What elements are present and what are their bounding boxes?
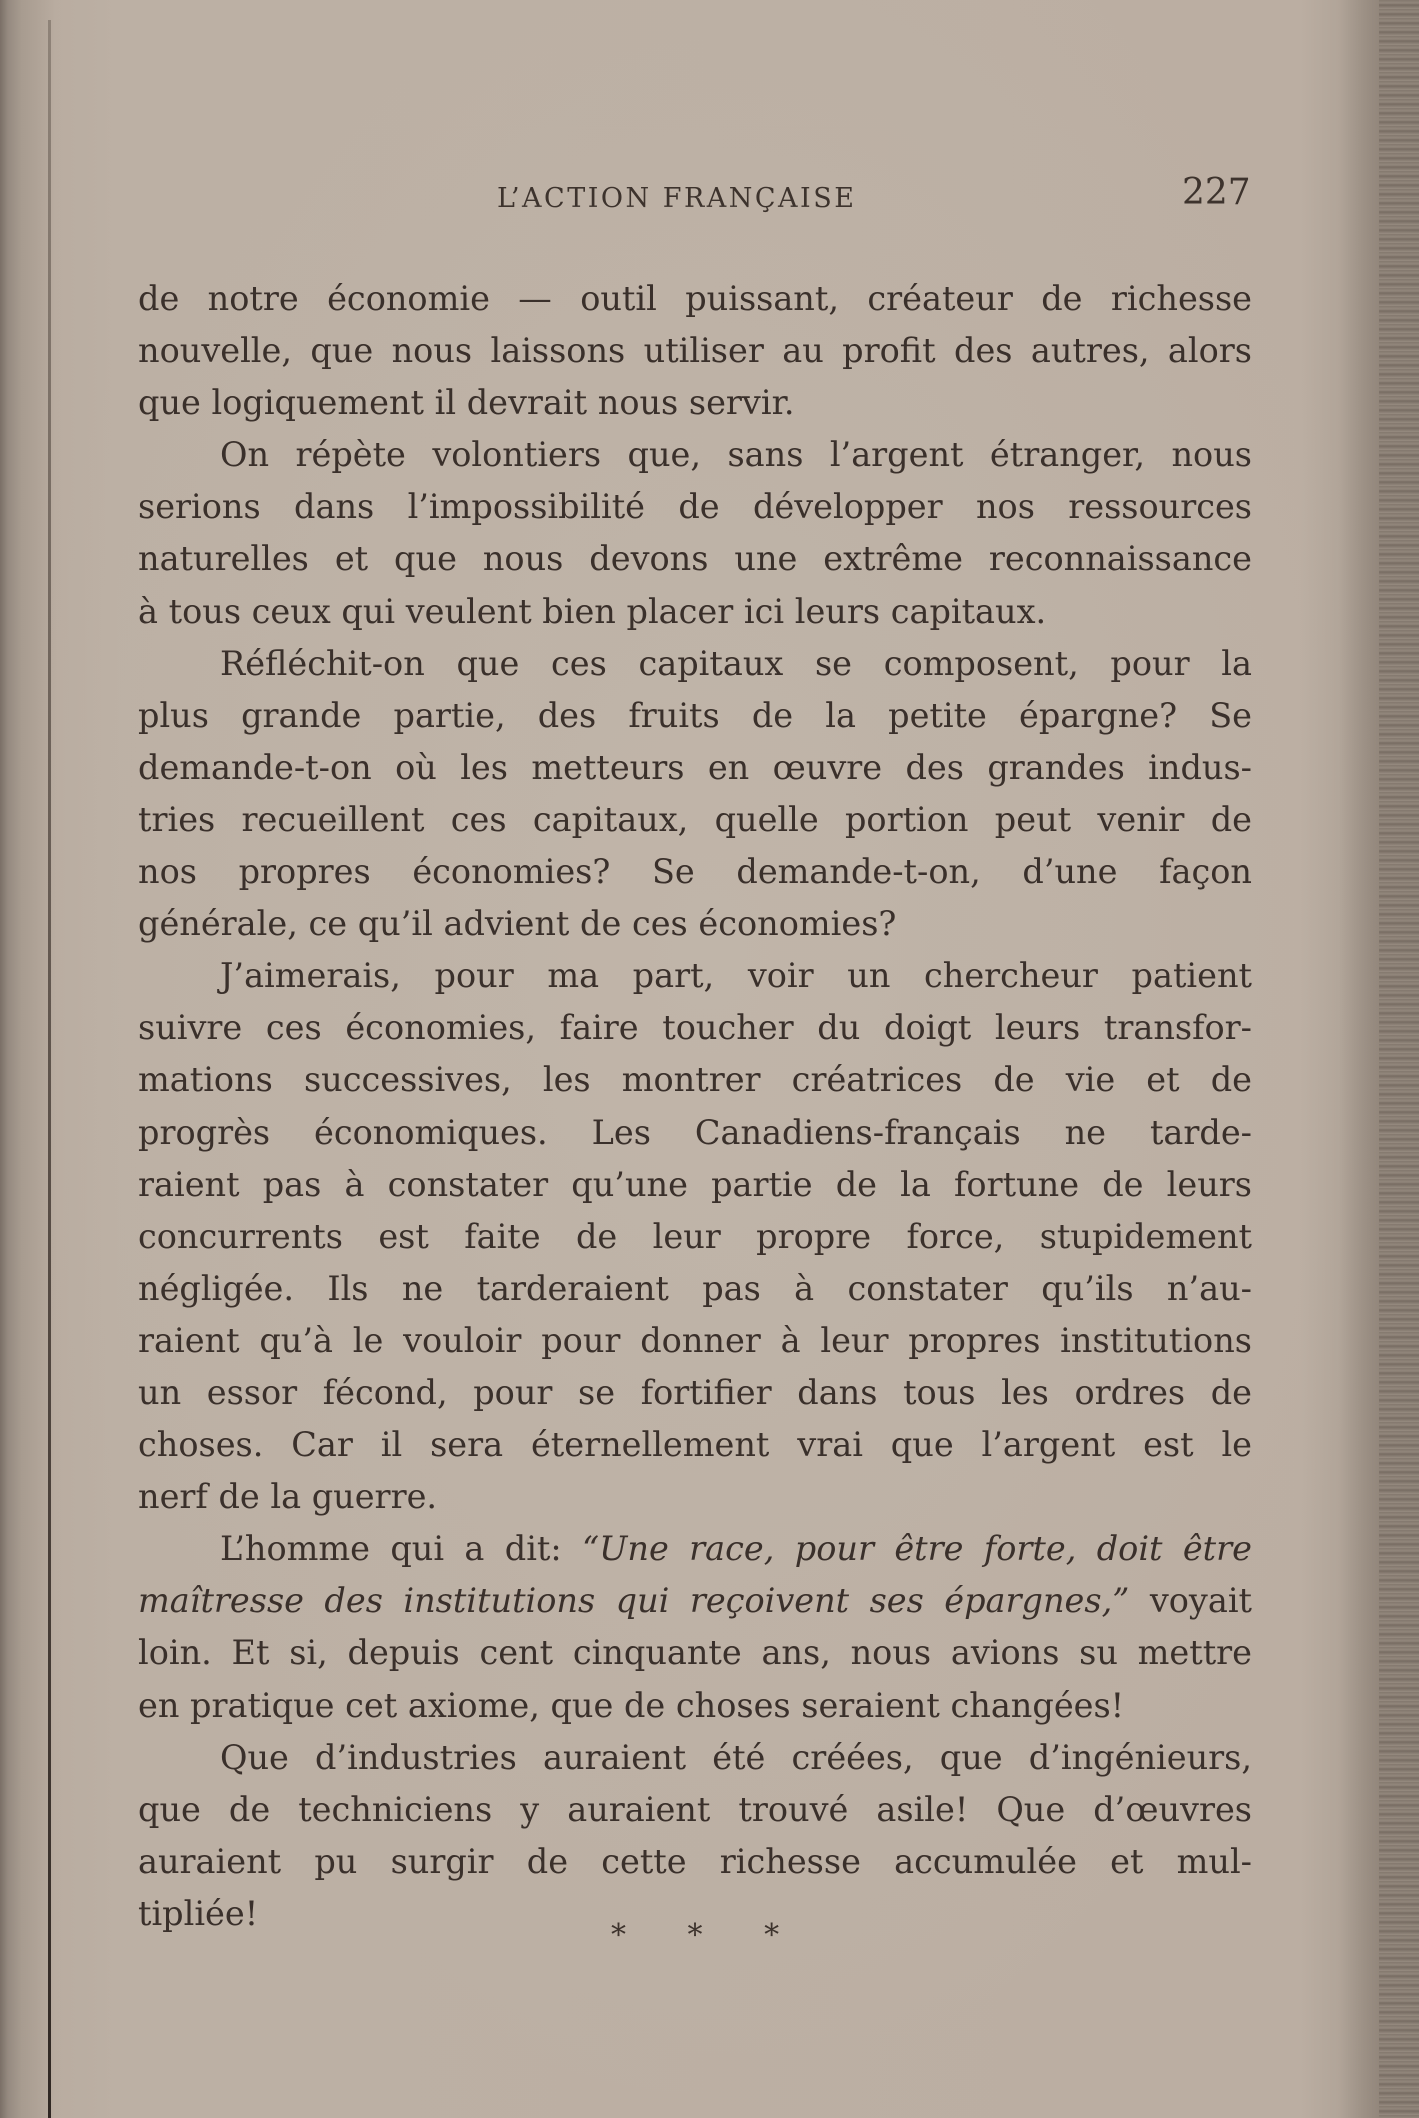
text-line: que de techniciens y auraient trouvé asile! Que d’œuvres [138, 1789, 1252, 1829]
quotation-italic: “Une race, pour être forte, doit être [582, 1529, 1252, 1569]
text-line: auraient pu surgir de cette richesse accumulée et mul- [138, 1841, 1252, 1881]
binding-edge [48, 20, 51, 2118]
text-span: voyait [1129, 1581, 1252, 1621]
text-line: J’aimerais, pour ma part, voir un chercheur patient [220, 956, 1252, 996]
text-line: négligée. Ils ne tarderaient pas à constater qu’ils n’au- [138, 1268, 1252, 1308]
text-line: nos propres économies? Se demande-t-on, d’une façon [138, 852, 1252, 892]
text-line: tipliée! [138, 1893, 259, 1933]
text-line: plus grande partie, des fruits de la petite épargne? Se [138, 695, 1252, 735]
text-line: concurrents est faite de leur propre force, stupidement [138, 1216, 1252, 1256]
text-line: choses. Car il sera éternellement vrai que l’argent est le [138, 1425, 1252, 1465]
text-line: que logiquement il devrait nous servir. [138, 383, 795, 423]
text-line: raient pas à constater qu’une partie de la fortune de leurs [138, 1164, 1252, 1204]
text-line: générale, ce qu’il advient de ces économies? [138, 904, 897, 944]
text-line: à tous ceux qui veulent bien placer ici leurs capitaux. [138, 591, 1047, 631]
text-line: loin. Et si, depuis cent cinquante ans, nous avions su mettre [138, 1633, 1252, 1673]
text-line: Que d’industries auraient été créées, que d’ingénieurs, [220, 1737, 1252, 1777]
text-line: demande-t-on où les metteurs en œuvre des grandes indus- [138, 747, 1252, 787]
text-line: On répète volontiers que, sans l’argent étranger, nous [220, 435, 1252, 475]
page-number: 227 [1182, 172, 1251, 213]
text-line: Réfléchit-on que ces capitaux se composent, pour la [220, 643, 1252, 683]
text-line: naturelles et que nous devons une extrême reconnaissance [138, 539, 1252, 579]
text-line-with-quote [138, 1523, 1252, 1575]
text-line: tries recueillent ces capitaux, quelle portion peut venir de [138, 799, 1252, 839]
text-line: raient qu’à le vouloir pour donner à leur propres institutions [138, 1320, 1252, 1360]
text-line: suivre ces économies, faire toucher du doigt leurs transfor- [138, 1008, 1252, 1048]
text-line: progrès économiques. Les Canadiens-français ne tarde- [138, 1112, 1252, 1152]
running-title: L’ACTION FRANÇAISE [497, 183, 857, 214]
body-text [138, 273, 1252, 1940]
text-line: de notre économie — outil puissant, créateur de richesse [138, 279, 1252, 318]
page-stack-edge [1379, 0, 1419, 2118]
section-break-asterisks: * * * [611, 1918, 806, 1953]
text-line: un essor fécond, pour se fortifier dans tous les ordres de [138, 1372, 1252, 1412]
text-line: serions dans l’impossibilité de développer nos ressources [138, 487, 1252, 527]
text-line: en pratique cet axiome, que de choses seraient changées! [138, 1685, 1125, 1725]
quotation-italic: maîtresse des institutions qui reçoivent ses épargnes,” [138, 1581, 1130, 1621]
page-edge-shadow [1339, 0, 1379, 2118]
text-line: nerf de la guerre. [138, 1477, 438, 1517]
text-span: L’homme qui a dit: [220, 1529, 583, 1569]
text-line: mations successives, les montrer créatrices de vie et de [138, 1060, 1252, 1100]
text-line-with-quote [138, 1575, 1252, 1627]
text-line: nouvelle, que nous laissons utiliser au profit des autres, alors [138, 331, 1252, 371]
